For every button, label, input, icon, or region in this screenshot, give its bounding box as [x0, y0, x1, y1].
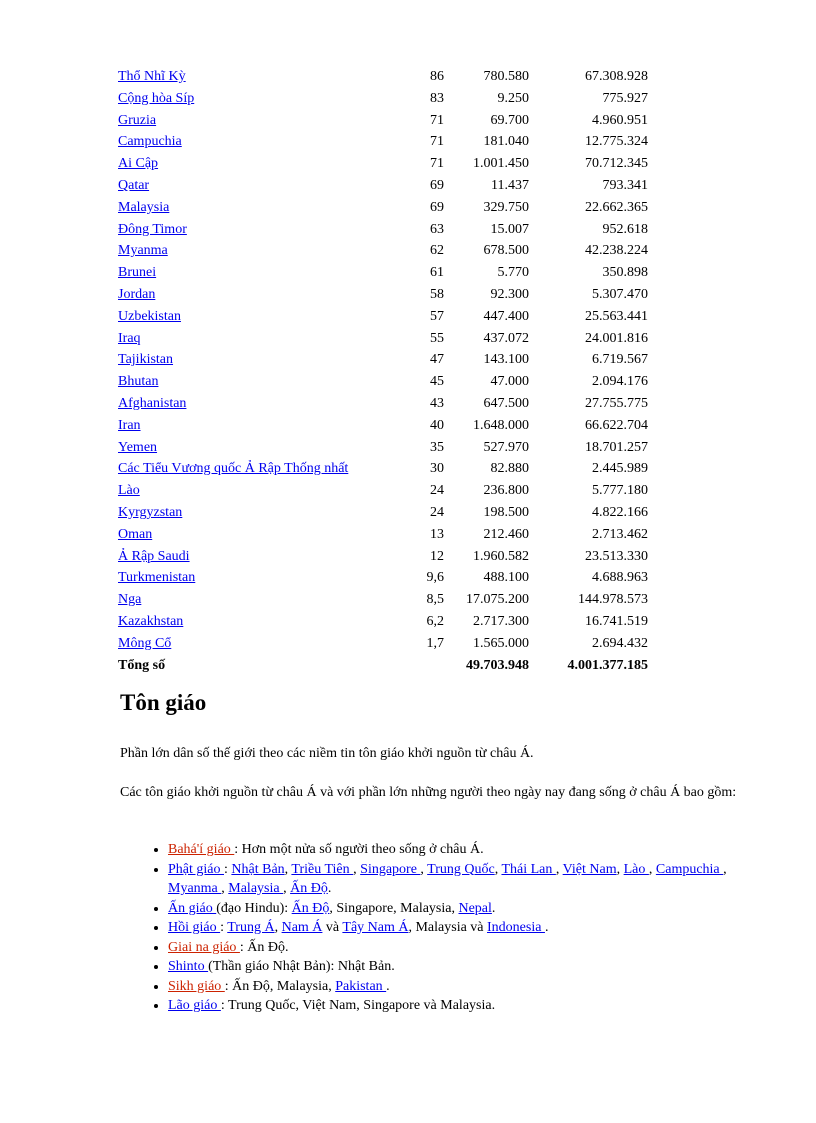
table-row	[118, 502, 648, 524]
religion-intro-2: Các tôn giáo khởi nguồn từ châu Á và với phần lớn những người theo ngày nay đang sống ở châu Á bao gồm:	[120, 785, 737, 800]
religion-text: và	[322, 920, 343, 935]
area-cell: 69.700	[490, 112, 529, 128]
density-cell: 61	[430, 265, 444, 281]
population-cell: 350.898	[602, 265, 648, 281]
religion-link[interactable]: Trung Á	[227, 920, 275, 935]
population-cell: 23.513.330	[585, 548, 648, 564]
area-cell: 329.750	[483, 199, 529, 215]
list-item	[168, 977, 768, 997]
density-cell: 9,6	[426, 570, 444, 586]
country-name-link[interactable]: Uzbekistan	[118, 308, 181, 324]
area-cell: 647.500	[483, 395, 529, 411]
religion-text: ,	[616, 861, 624, 877]
religion-link[interactable]: Malaysia	[228, 881, 284, 896]
density-cell: 47	[430, 352, 444, 368]
density-cell: 71	[430, 112, 444, 128]
religion-text: ,	[284, 861, 292, 877]
religion-link[interactable]: Sikh giáo	[168, 978, 225, 994]
country-name-link[interactable]: Ai Cập	[118, 156, 159, 172]
population-cell: 18.701.257	[585, 439, 648, 455]
area-cell: 143.100	[483, 352, 529, 368]
religion-text: ,	[555, 861, 563, 877]
country-name-link[interactable]: Kyrgyzstan	[118, 504, 183, 520]
total-area: 49.703.948	[466, 657, 529, 673]
country-name-cell	[118, 633, 414, 655]
country-name-cell	[118, 197, 414, 219]
country-name-cell	[118, 458, 414, 480]
religion-text: .	[491, 900, 496, 916]
religion-link[interactable]: Campuchia	[655, 861, 724, 877]
area-cell: 212.460	[483, 526, 529, 542]
religion-text: (Thần giáo Nhật Bản): Nhật Bản.	[208, 959, 395, 974]
country-name-cell	[118, 262, 414, 284]
population-cell: 2.694.432	[592, 635, 648, 651]
religion-link[interactable]: Nepal	[458, 900, 492, 916]
population-cell: 5.307.470	[592, 286, 648, 302]
country-name-cell	[118, 393, 414, 415]
country-name-link[interactable]: Kazakhstan	[118, 613, 184, 629]
density-cell: 1,7	[426, 635, 444, 651]
table-row	[118, 437, 648, 459]
religion-text: ,	[283, 881, 291, 896]
religion-link[interactable]: Lão giáo	[168, 998, 221, 1013]
country-name-link[interactable]: Campuchia	[118, 134, 182, 150]
population-cell: 42.238.224	[585, 243, 648, 259]
religion-heading: Tôn giáo	[120, 690, 207, 715]
religion-link[interactable]: Thái Lan	[501, 861, 556, 877]
country-name-link[interactable]: Malaysia	[118, 199, 170, 215]
total-label: Tổng số	[118, 657, 166, 673]
religion-link[interactable]: Tây Nam Á	[342, 920, 409, 935]
country-name-link[interactable]: Nga	[118, 592, 142, 608]
area-cell: 47.000	[490, 374, 529, 390]
country-name-link[interactable]: Qatar	[118, 177, 150, 193]
country-name-cell	[118, 175, 414, 197]
list-item	[168, 860, 768, 899]
population-cell: 2.094.176	[592, 374, 648, 390]
population-cell: 4.960.951	[592, 112, 648, 128]
religion-text: ,	[353, 861, 361, 877]
religion-text: : Trung Quốc, Việt Nam, Singapore và Malaysia.	[220, 998, 496, 1013]
total-row	[118, 655, 648, 677]
country-name-cell	[118, 284, 414, 306]
list-item	[168, 938, 768, 958]
area-cell: 9.250	[497, 90, 529, 106]
area-cell: 1.960.582	[473, 548, 529, 564]
density-cell: 43	[430, 395, 444, 411]
religion-text: : Ấn Độ, Malaysia,	[224, 978, 336, 994]
country-name-link[interactable]: Gruzia	[118, 112, 157, 128]
list-item	[168, 899, 768, 919]
country-name-cell	[118, 219, 414, 241]
religion-link[interactable]: Hồi giáo	[168, 920, 221, 935]
population-cell: 2.445.989	[592, 461, 648, 477]
table-row	[118, 567, 648, 589]
country-name-link[interactable]: Cộng hòa Síp	[118, 90, 195, 106]
table-row	[118, 546, 648, 568]
area-cell: 1.565.000	[473, 635, 529, 651]
table-row	[118, 284, 648, 306]
table-row	[118, 480, 648, 502]
country-name-link[interactable]: Tajikistan	[118, 352, 174, 368]
population-cell: 27.755.775	[585, 395, 648, 411]
table-row	[118, 110, 648, 132]
density-cell: 13	[430, 526, 444, 542]
table-row	[118, 66, 648, 88]
density-cell: 69	[430, 177, 444, 193]
religion-text: :	[224, 861, 232, 877]
area-cell: 15.007	[490, 221, 529, 237]
table-row	[118, 197, 648, 219]
density-cell: 55	[430, 330, 444, 346]
country-name-link[interactable]: Lào	[118, 483, 140, 499]
country-name-cell	[118, 524, 414, 546]
country-name-link[interactable]: Myanma	[118, 243, 168, 259]
country-name-link[interactable]: Mông Cổ	[118, 635, 172, 651]
religion-link[interactable]: Ấn Độ	[291, 900, 330, 916]
list-item	[168, 957, 768, 977]
country-name-cell	[118, 546, 414, 568]
table-row	[118, 458, 648, 480]
population-cell: 2.713.462	[592, 526, 648, 542]
country-name-cell	[118, 371, 414, 393]
area-cell: 437.072	[483, 330, 529, 346]
religion-list	[120, 840, 768, 1016]
density-cell: 45	[430, 374, 444, 390]
country-name-cell	[118, 328, 414, 350]
religion-link[interactable]: Giai na giáo	[168, 939, 240, 955]
religion-text: , Singapore, Malaysia,	[329, 900, 459, 916]
country-name-cell	[118, 88, 414, 110]
population-cell: 66.622.704	[585, 417, 648, 433]
country-name-link[interactable]: Oman	[118, 526, 153, 542]
religion-text: (đạo Hindu):	[216, 900, 292, 916]
density-cell: 30	[430, 461, 444, 477]
table-row	[118, 393, 648, 415]
population-cell: 144.978.573	[578, 592, 648, 608]
density-cell: 24	[430, 504, 444, 520]
population-cell: 6.719.567	[592, 352, 648, 368]
country-name-cell	[118, 240, 414, 262]
religion-text: .	[327, 881, 332, 896]
area-cell: 678.500	[483, 243, 529, 259]
country-name-cell	[118, 131, 414, 153]
density-cell: 35	[430, 439, 444, 455]
table-row	[118, 349, 648, 371]
population-cell: 793.341	[602, 177, 648, 193]
area-cell: 11.437	[491, 177, 529, 193]
religion-link[interactable]: Pakistan	[335, 978, 387, 994]
country-name-cell	[118, 480, 414, 502]
religion-link[interactable]: Lào	[623, 861, 649, 877]
total-population: 4.001.377.185	[567, 657, 648, 673]
religion-link[interactable]: Phật giáo	[168, 861, 224, 877]
density-cell: 83	[430, 90, 444, 106]
list-item	[168, 918, 768, 938]
country-name-cell	[118, 589, 414, 611]
country-name-link[interactable]: Brunei	[118, 265, 157, 281]
population-cell: 5.777.180	[592, 483, 648, 499]
table-row	[118, 371, 648, 393]
religion-link[interactable]: Nhật Bản	[231, 861, 285, 877]
density-cell: 71	[430, 134, 444, 150]
country-table	[118, 66, 648, 676]
density-cell: 86	[430, 69, 444, 84]
population-cell: 775.927	[602, 90, 648, 106]
table-row	[118, 262, 648, 284]
religion-intro: Phần lớn dân số thế giới theo các niềm tin tôn giáo khởi nguồn từ châu Á.	[120, 746, 534, 761]
table-row	[118, 611, 648, 633]
population-cell: 16.741.519	[585, 613, 648, 629]
country-name-cell	[118, 611, 414, 633]
area-cell: 17.075.200	[466, 592, 529, 608]
religion-text: ,	[648, 861, 656, 877]
country-name-cell	[118, 153, 414, 175]
population-cell: 25.563.441	[585, 308, 648, 324]
country-name-link[interactable]: Iran	[118, 417, 141, 433]
country-name-cell	[118, 349, 414, 371]
table-row	[118, 306, 648, 328]
density-cell: 40	[430, 417, 444, 433]
religion-link[interactable]: Ấn Độ	[290, 881, 328, 896]
density-cell: 62	[430, 243, 444, 259]
area-cell: 92.300	[490, 286, 529, 302]
table-row	[118, 175, 648, 197]
density-cell: 58	[430, 286, 444, 302]
area-cell: 780.580	[483, 69, 529, 84]
total-density	[414, 655, 444, 677]
country-name-cell	[118, 66, 414, 88]
table-row	[118, 219, 648, 241]
table-row	[118, 415, 648, 437]
area-cell: 488.100	[483, 570, 529, 586]
religion-text: : Hơn một nửa số người theo sống ở châu Á.	[234, 842, 484, 857]
country-name-cell	[118, 437, 414, 459]
country-name-cell	[118, 306, 414, 328]
table-row	[118, 328, 648, 350]
country-name-link[interactable]: Yemen	[118, 439, 158, 455]
religion-text: , Malaysia và	[408, 920, 488, 935]
density-cell: 63	[430, 221, 444, 237]
religion-text: ,	[274, 920, 282, 935]
area-cell: 2.717.300	[473, 613, 529, 629]
population-cell: 12.775.324	[585, 134, 648, 150]
area-cell: 447.400	[483, 308, 529, 324]
country-name-cell	[118, 502, 414, 524]
density-cell: 8,5	[426, 592, 444, 608]
area-cell: 82.880	[490, 461, 529, 477]
country-name-cell	[118, 415, 414, 437]
population-cell: 24.001.816	[585, 330, 648, 346]
religion-text: .	[386, 978, 390, 994]
country-name-link[interactable]: Jordan	[118, 286, 156, 302]
population-cell: 952.618	[602, 221, 648, 237]
area-cell: 198.500	[483, 504, 529, 520]
religion-link[interactable]: Myanma	[168, 881, 222, 896]
population-cell: 70.712.345	[585, 156, 648, 172]
list-item	[168, 996, 768, 1016]
population-cell: 22.662.365	[585, 199, 648, 215]
table-row	[118, 240, 648, 262]
religion-link[interactable]: Bahá'í giáo	[168, 842, 235, 857]
country-name-link[interactable]: Các Tiểu Vương quốc Ả Rập Thống nhất	[118, 461, 349, 477]
area-cell: 1.648.000	[473, 417, 529, 433]
area-cell: 527.970	[483, 439, 529, 455]
table-row	[118, 524, 648, 546]
table-row	[118, 131, 648, 153]
religion-text: :	[220, 920, 228, 935]
country-name-cell	[118, 567, 414, 589]
country-name-link[interactable]: Iraq	[118, 330, 141, 346]
area-cell: 1.001.450	[473, 156, 529, 172]
religion-text: ,	[420, 861, 428, 877]
density-cell: 24	[430, 483, 444, 499]
density-cell: 57	[430, 308, 444, 324]
table-row	[118, 88, 648, 110]
area-cell: 5.770	[497, 265, 529, 281]
religion-link[interactable]: Shinto	[168, 959, 209, 974]
religion-text: ,	[723, 861, 727, 877]
religion-link[interactable]: Singapore	[360, 861, 421, 877]
area-cell: 181.040	[483, 134, 529, 150]
country-name-link[interactable]: Thổ Nhĩ Kỳ	[118, 69, 186, 84]
population-cell: 4.688.963	[592, 570, 648, 586]
table-row	[118, 589, 648, 611]
density-cell: 12	[430, 548, 444, 564]
religion-link[interactable]: Trung Quốc	[427, 861, 495, 877]
list-item	[168, 840, 768, 860]
religion-link[interactable]: Indonesia	[487, 920, 545, 935]
table-row	[118, 153, 648, 175]
religion-link[interactable]: Ấn giáo	[168, 900, 217, 916]
country-name-link[interactable]: Đông Timor	[118, 221, 187, 237]
religion-link[interactable]: Triều Tiên	[291, 861, 354, 877]
country-name-cell	[118, 110, 414, 132]
country-name-link[interactable]: Turkmenistan	[118, 570, 196, 586]
population-cell: 67.308.928	[585, 69, 648, 84]
country-name-link[interactable]: Afghanistan	[118, 395, 187, 411]
density-cell: 69	[430, 199, 444, 215]
density-cell: 6,2	[426, 613, 444, 629]
religion-text: ,	[221, 881, 229, 896]
population-cell: 4.822.166	[592, 504, 648, 520]
table-row	[118, 633, 648, 655]
religion-link[interactable]: Việt Nam	[562, 861, 617, 877]
country-name-link[interactable]: Bhutan	[118, 374, 159, 390]
density-cell: 71	[430, 156, 444, 172]
area-cell: 236.800	[483, 483, 529, 499]
religion-text: .	[544, 920, 549, 935]
country-name-link[interactable]: Ả Rập Saudi	[118, 548, 190, 564]
religion-link[interactable]: Nam Á	[281, 920, 323, 935]
country-rows	[118, 66, 648, 655]
religion-text: : Ấn Độ.	[239, 939, 289, 955]
religion-text: ,	[494, 861, 502, 877]
